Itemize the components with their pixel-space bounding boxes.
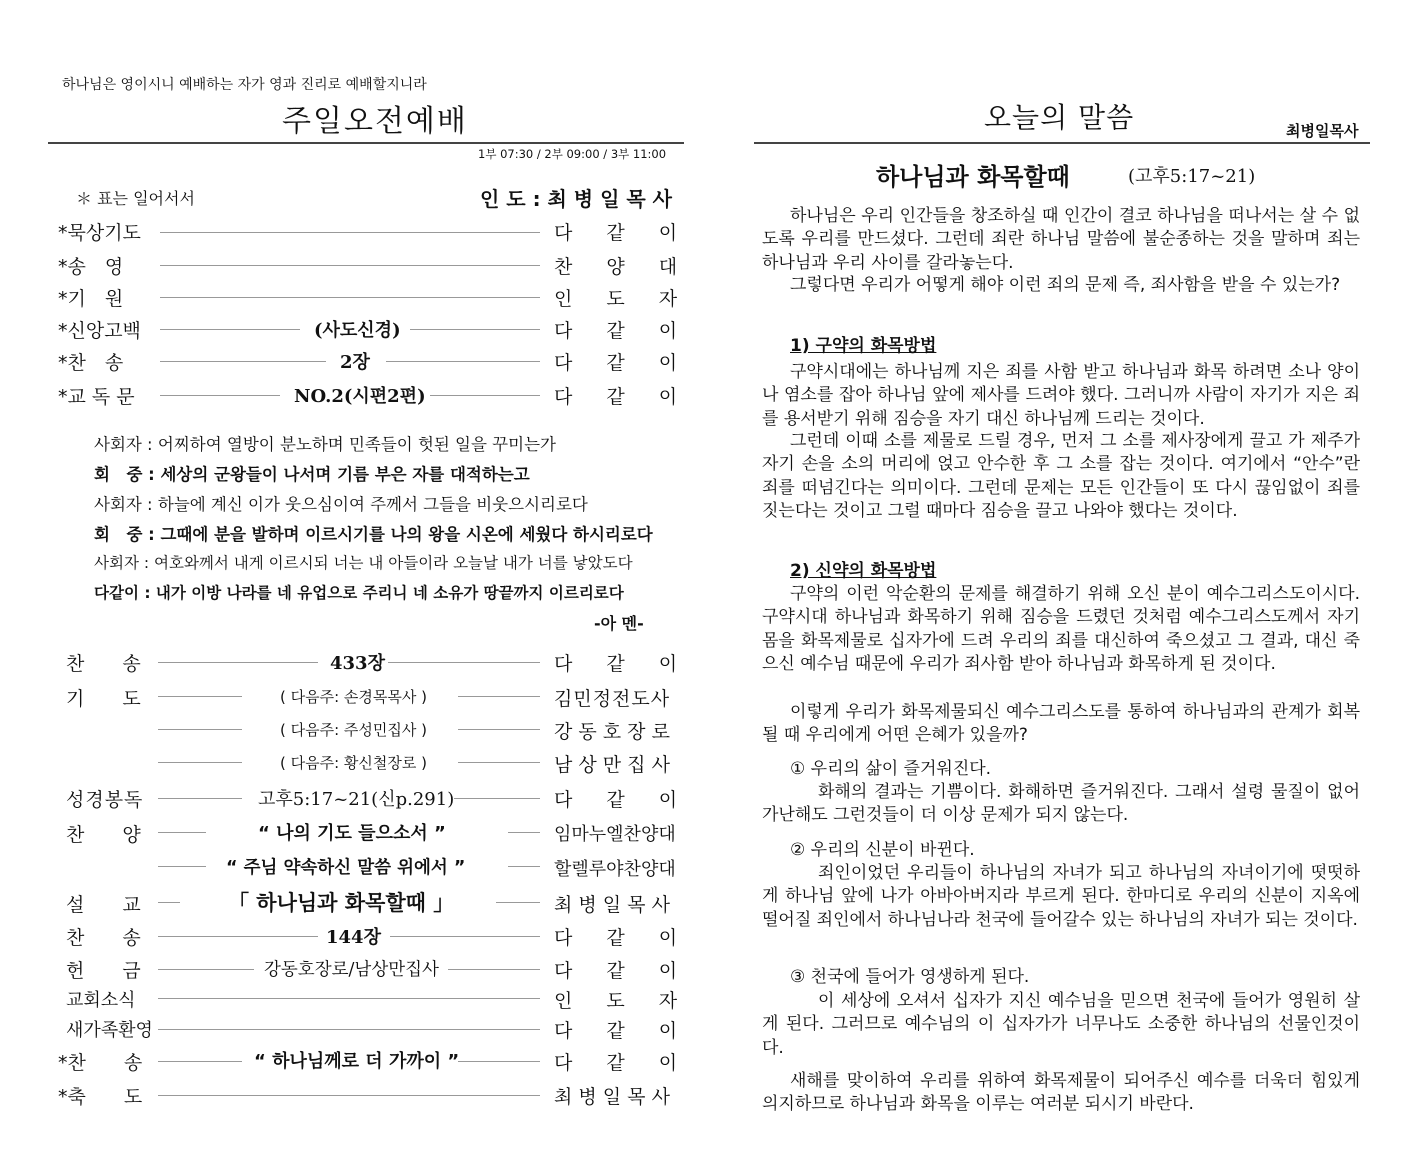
motto: 하나님은 영이시니 예배하는 자가 영과 진리로 예배할지니라	[62, 77, 427, 93]
speaker: 회 중 :	[94, 525, 161, 544]
leader-line	[158, 798, 242, 799]
paragraph: 그런데 이때 소를 제물로 드릴 경우, 먼저 그 소를 제사장에게 끌고 가 제주가 자기 손을 소의 머리에 얹고 안수한 후 그 소를 잡는 것이다. 여기에서 “안수”란 죄를 떠넘긴다는 의미이다. 그런데 문제는 모든 인간들이 또 다시 끊임없이 죄를 짓는다는 것이고 그럴 때마다 짐승을 끌고 나와야 했다는 것이다.	[762, 431, 1360, 522]
grace-point-3: ③ 천국에 들어가 영생하게 된다.	[790, 967, 1030, 987]
order-item-who: 할렐루야찬양대	[554, 859, 676, 880]
leader-line	[158, 866, 206, 867]
order-item-name: 성경봉독	[66, 789, 144, 811]
order-item-name: 새가족환영	[66, 1020, 153, 1041]
verse: 어찌하여 열방이 분노하며 민족들이 헛된 일을 꾸미는가	[157, 435, 556, 454]
leader-line	[158, 902, 180, 903]
order-item-name: *교 독 문	[58, 386, 135, 408]
worship-leader: 인 도 : 최 병 일 목 사	[480, 187, 672, 211]
order-item-name: 교회소식	[66, 990, 136, 1011]
leader-line	[158, 1029, 540, 1030]
responsive-line	[94, 551, 633, 573]
order-item-content: NO.2(시편2편)	[294, 386, 426, 407]
responsive-line	[94, 521, 653, 545]
order-item-name: 찬 양	[66, 824, 141, 846]
leader-line	[410, 329, 540, 330]
order-item-name: 설 교	[66, 894, 141, 916]
leader-line	[388, 662, 540, 663]
leader-line	[430, 395, 540, 396]
verse: 내가 이방 나라를 네 유업으로 주리니 네 소유가 땅끝까지 이르리로다	[155, 584, 624, 602]
left-title-rule	[48, 142, 684, 144]
order-item-content: 강동호장로/남상만집사	[264, 960, 439, 980]
leader-line	[160, 329, 300, 330]
leader-line	[158, 729, 242, 730]
leader-line	[158, 832, 206, 833]
order-item-name: *기 원	[58, 288, 124, 310]
paragraph: 이 세상에 오셔서 십자가 지신 예수님을 믿으면 천국에 들어가 영원히 살게 된다. 그러므로 예수님의 이 십자가가 너무나도 소중한 하나님의 선물인것이다.	[762, 991, 1360, 1058]
section-heading: 1) 구약의 화목방법	[790, 336, 937, 356]
leader-line	[386, 361, 540, 362]
leader-line	[158, 662, 318, 663]
paragraph: 그렇다면 우리가 어떻게 해야 이런 죄의 문제 즉, 죄사함을 받을 수 있는가?	[790, 275, 1341, 295]
order-item-content: “ 하나님께로 더 가까이 ”	[254, 1051, 460, 1072]
paragraph: 이렇게 우리가 화목제물되신 예수그리스도를 통하여 하나님과의 관계가 회복될 때 우리에게 어떤 은혜가 있을까?	[762, 702, 1360, 746]
order-item-name: *묵상기도	[58, 222, 141, 244]
order-item-name: *송 영	[58, 256, 124, 278]
leader-line	[160, 361, 326, 362]
order-item-who: 다 같 이	[554, 386, 678, 408]
order-item-content: 2장	[340, 352, 370, 373]
leader-line	[158, 762, 242, 763]
paragraph: 화해의 결과는 기쁨이다. 화해하면 즐거워진다. 그래서 설령 물질이 없어 가난해도 그런것들이 더 이상 문제가 되지 않는다.	[762, 782, 1360, 826]
paragraph: 구약시대에는 하나님께 지은 죄를 사함 받고 하나님과 화목 하려면 소나 양이나 염소를 잡아 하나님 앞에 제사를 드려야 했다. 그러니까 사람이 자기가 지은 죄를 용서받기 위해 짐승을 자기 대신 하나님께 드리는 것이다.	[762, 362, 1360, 429]
order-item-who: 임마누엘찬양대	[554, 824, 676, 845]
verse: 그때에 분을 발하며 이르시기를 나의 왕을 시온에 세웠다 하시리로다	[160, 525, 653, 544]
order-item-name: 찬 송	[66, 927, 141, 949]
order-item-name: 헌 금	[66, 960, 141, 982]
leader-line	[458, 1061, 540, 1062]
scripture-reference: (고후5:17~21)	[1128, 166, 1256, 187]
speaker: 사회자 :	[94, 495, 158, 514]
leader-line	[158, 1095, 540, 1096]
service-times: 1부 07:30 / 2부 09:00 / 3부 11:00	[478, 147, 667, 161]
order-item-content: (사도신경)	[314, 320, 401, 341]
leader-line	[496, 902, 540, 903]
sermon-page-title: 오늘의 말씀	[984, 101, 1135, 134]
order-item-content: “ 나의 기도 들으소서 ”	[258, 823, 446, 844]
verse: 세상의 군왕들이 나서며 기름 부은 자를 대적하는고	[160, 465, 530, 484]
leader-line	[508, 832, 540, 833]
responsive-line	[94, 581, 624, 603]
right-title-rule	[754, 142, 1370, 144]
preacher-name: 최병일목사	[1286, 122, 1359, 140]
order-item-who: 다 같 이	[554, 789, 678, 811]
order-item-name: *축 도	[58, 1086, 143, 1108]
order-item-content: “ 주님 약속하신 말씀 위에서 ”	[226, 858, 466, 878]
leader-line	[158, 696, 242, 697]
order-item-who: 인 도 자	[554, 990, 678, 1012]
order-item-content: ( 다음주: 주성민집사 )	[280, 721, 427, 739]
leader-line	[458, 729, 540, 730]
order-item-who: 다 같 이	[554, 960, 678, 982]
order-item-who: 최 병 일 목 사	[554, 894, 670, 916]
order-item-who: 다 같 이	[554, 352, 678, 374]
speaker: 회 중 :	[94, 465, 161, 484]
amen: -아 멘-	[594, 614, 644, 633]
grace-point-2: ② 우리의 신분이 바뀐다.	[790, 840, 975, 860]
order-item-who: 다 같 이	[554, 1020, 678, 1042]
order-item-who: 다 같 이	[554, 1052, 678, 1074]
leader-line	[458, 762, 540, 763]
speaker: 사회자 :	[94, 435, 158, 454]
leader-line	[158, 969, 254, 970]
leader-line	[454, 798, 540, 799]
order-item-who: 인 도 자	[554, 288, 678, 310]
order-item-name: *찬 송	[58, 1052, 143, 1074]
verse: 여호와께서 내게 이르시되 너는 내 아들이라 오늘날 내가 너를 낳았도다	[154, 554, 633, 572]
order-item-name: *신앙고백	[58, 320, 141, 342]
order-item-content: ( 다음주: 황신철장로 )	[280, 754, 427, 772]
order-item-who: 찬 양 대	[554, 256, 678, 278]
speaker: 다같이 :	[94, 584, 156, 602]
responsive-line	[94, 431, 556, 455]
responsive-line	[94, 491, 588, 515]
service-title: 주일오전예배	[282, 104, 468, 139]
order-item-who: 김민정전도사	[554, 688, 671, 710]
leader-line	[160, 297, 540, 298]
speaker: 사회자 :	[94, 554, 154, 572]
leader-line	[160, 395, 280, 396]
order-item-content: ( 다음주: 손경목목사 )	[280, 688, 427, 706]
order-item-name: *찬 송	[58, 352, 124, 374]
leader-line	[158, 998, 540, 999]
order-item-who: 다 같 이	[554, 320, 678, 342]
paragraph: 구약의 이런 악순환의 문제를 해결하기 위해 오신 분이 예수그리스도이시다. 구약시대 하나님과 화목하기 위해 짐승을 드렸던 것처럼 예수그리스도께서 자기 몸을 화목제물로 십자가에 드려 우리의 죄를 대신하여 죽으셨고 그 결과, 대신 죽으신 예수님 때문에 우리가 죄사함 받아 하나님과 화목하게 된 것이다.	[762, 584, 1360, 675]
order-item-content: 고후5:17~21(신p.291)	[258, 789, 455, 810]
order-item-name: 찬 송	[66, 653, 141, 675]
order-item-who: 남 상 만 집 사	[554, 754, 670, 776]
order-item-who: 다 같 이	[554, 927, 678, 949]
order-item-who: 다 같 이	[554, 653, 678, 675]
order-item-who: 다 같 이	[554, 222, 678, 244]
order-item-who: 최 병 일 목 사	[554, 1086, 670, 1108]
verse: 하늘에 계신 이가 웃으심이여 주께서 그들을 비웃으시리로다	[157, 495, 588, 514]
leader-line	[160, 265, 540, 266]
leader-line	[158, 1061, 242, 1062]
order-item-content: 144장	[326, 927, 381, 948]
leader-line	[390, 936, 540, 937]
conclusion: 새해를 맞이하여 우리를 위하여 화목제물이 되어주신 예수를 더욱더 힘있게 의지하므로 하나님과 화목을 이루는 여러분 되시기 바란다.	[762, 1071, 1360, 1115]
sermon-title: 하나님과 화목할때	[876, 163, 1070, 191]
leader-line	[458, 696, 540, 697]
grace-point-1: ① 우리의 삶이 즐거워진다.	[790, 759, 992, 779]
standing-note: ＊ 표는 일어서서	[76, 189, 195, 208]
paragraph: 죄인이었던 우리들이 하나님의 자녀가 되고 하나님의 자녀이기에 떳떳하게 하나님 앞에 나가 아바아버지라 부르게 된다. 한마디로 우리의 신분이 지옥에 떨어질 죄인에서 하나님나라 천국에 들어갈수 있는 하나님의 자녀가 되는 것이다.	[762, 863, 1360, 930]
sermon-title-left: 「 하나님과 화목할때 」	[228, 891, 455, 915]
section-heading: 2) 신약의 화목방법	[790, 561, 937, 581]
leader-line	[508, 866, 540, 867]
paragraph: 하나님은 우리 인간들을 창조하실 때 인간이 결코 하나님을 떠나서는 살 수 없도록 우리를 만드셨다. 그런데 죄란 하나님 말씀에 불순종하는 것을 말하며 죄는 하나님과 우리 사이를 갈라놓는다.	[762, 206, 1360, 273]
responsive-line	[94, 461, 530, 485]
leader-line	[158, 936, 318, 937]
leader-line	[160, 232, 540, 233]
order-item-content: 433장	[330, 653, 385, 674]
order-item-name: 기 도	[66, 688, 141, 710]
order-item-who: 강 동 호 장 로	[554, 721, 670, 743]
leader-line	[448, 969, 540, 970]
